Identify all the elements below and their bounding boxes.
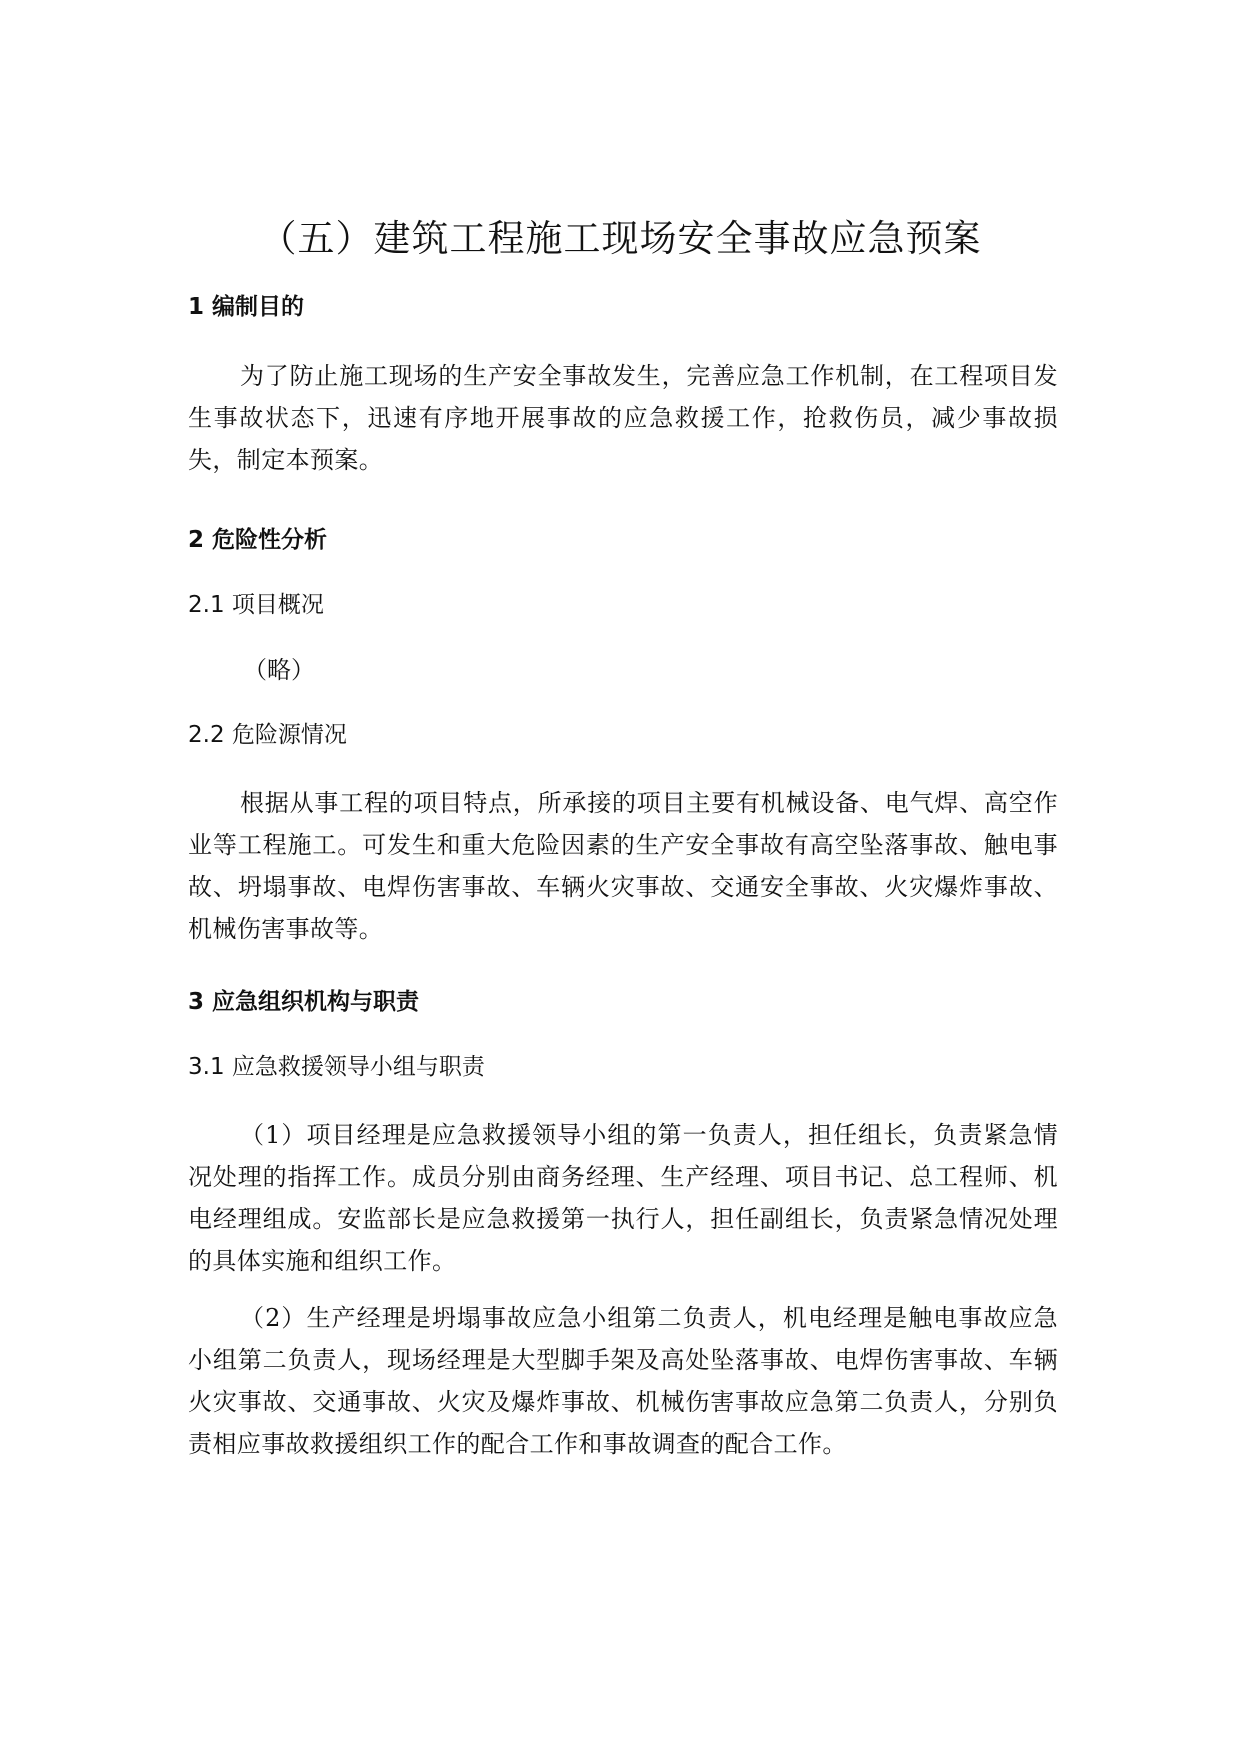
section-3-heading: 3 应急组织机构与职责 — [188, 989, 420, 1015]
section-3-1-paragraph-2: （2）生产经理是坍塌事故应急小组第二负责人，机电经理是触电事故应急小组第二负责人，现场经理是大型脚手架及高处坠落事故、电焊伤害事故、车辆火灾事故、交通事故、火灾及爆炸事故、机械伤害事故应急第二负责人，分别负责相应事故救援组织工作的配合工作和事故调查的配合工作。 — [188, 1304, 1058, 1458]
section-1-paragraph: 为了防止施工现场的生产安全事故发生，完善应急工作机制，在工程项目发生事故状态下，迅速有序地开展事故的应急救援工作，抢救伤员，减少事故损失，制定本预案。 — [188, 362, 1058, 474]
section-3-1-heading: 3.1 应急救援领导小组与职责 — [188, 1054, 485, 1080]
section-3-1-paragraph-1: （1）项目经理是应急救援领导小组的第一负责人，担任组长，负责紧急情况处理的指挥工作。成员分别由商务经理、生产经理、项目书记、总工程师、机电经理组成。安监部长是应急救援第一执行人，担任副组长，负责紧急情况处理的具体实施和组织工作。 — [188, 1121, 1058, 1275]
section-1-heading: 1 编制目的 — [188, 294, 305, 320]
document-title: （五）建筑工程施工现场安全事故应急预案 — [259, 217, 982, 260]
section-2-2-heading: 2.2 危险源情况 — [188, 722, 347, 748]
section-2-1-note: （略） — [243, 656, 315, 684]
section-2-2-paragraph: 根据从事工程的项目特点，所承接的项目主要有机械设备、电气焊、高空作业等工程施工。可发生和重大危险因素的生产安全事故有高空坠落事故、触电事故、坍塌事故、电焊伤害事故、车辆火灾事故、交通安全事故、火灾爆炸事故、机械伤害事故等。 — [188, 789, 1058, 943]
section-2-heading: 2 危险性分析 — [188, 527, 328, 553]
section-2-1-heading: 2.1 项目概况 — [188, 592, 324, 618]
